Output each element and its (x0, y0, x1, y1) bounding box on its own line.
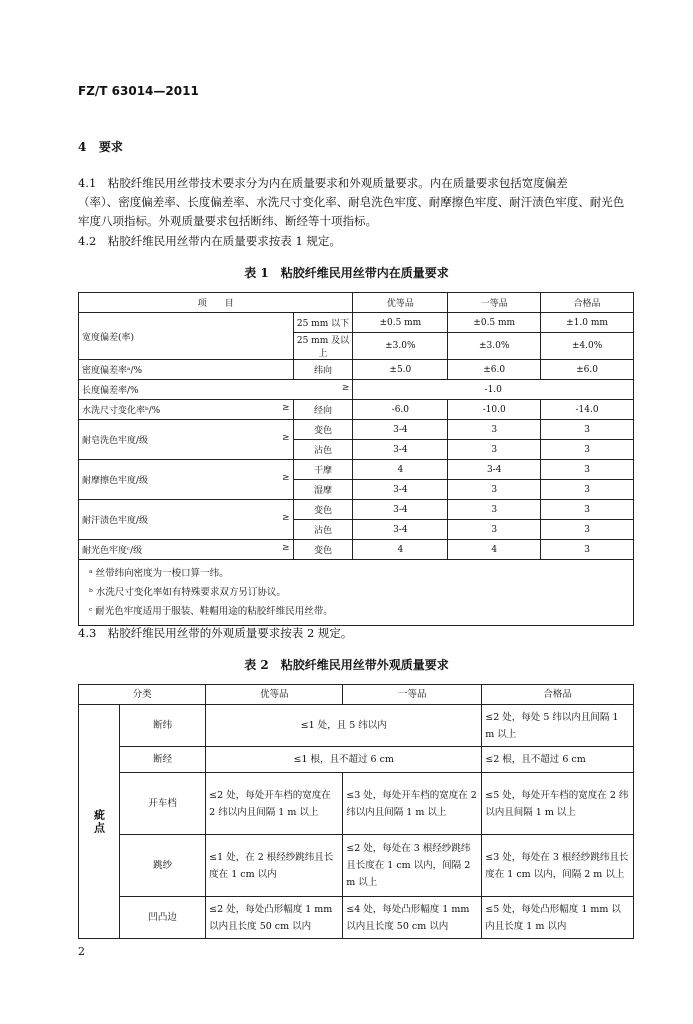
table-cell (79, 500, 294, 540)
table-header-row (79, 685, 634, 705)
table-cell: -10.0 (448, 400, 541, 420)
table2-title: 表 2 粘胶纤维民用丝带外观质量要求 (244, 658, 449, 672)
ge-symbol: ≥ (341, 383, 350, 393)
table-cell: 25 mm 及以上 (293, 333, 353, 360)
table-header-row (79, 293, 634, 313)
table-cell: 4 (353, 460, 448, 480)
item-label: 耐皂洗色牢度/级 (82, 436, 149, 446)
table-cell: 变色 (293, 420, 353, 440)
group-label: 疵点 (79, 705, 120, 939)
table-cell: ≤2 根，且不超过 6 cm (482, 747, 634, 773)
table-cell (79, 460, 294, 500)
table-cell: 3-4 (448, 460, 541, 480)
section-number: 4 (78, 140, 87, 154)
table-note: ᵇ 水洗尺寸变化率如有特殊要求双方另订协议。 (89, 587, 286, 598)
table-cell: 3 (541, 500, 634, 520)
table-cell: ±5.0 (353, 360, 448, 380)
table-row (79, 747, 634, 773)
table-cell: ±6.0 (448, 360, 541, 380)
table-cell: -6.0 (353, 400, 448, 420)
table2 (78, 684, 634, 939)
table-cell: ≤4 处，每处凸形幅度 1 mm 以内且长度 50 cm 以内 (343, 897, 482, 939)
table1-title: 表 1 粘胶纤维民用丝带内在质量要求 (244, 266, 449, 280)
ge-symbol: ≥ (281, 473, 290, 483)
table-cell: 纬向 (293, 360, 353, 380)
table-cell (79, 400, 294, 420)
item-label: 耐摩擦色牢度/级 (82, 476, 149, 486)
table-row (79, 705, 634, 747)
table-cell: 3-4 (353, 480, 448, 500)
table-cell: 3 (448, 480, 541, 500)
ge-symbol: ≥ (281, 403, 290, 413)
table-cell: 变色 (293, 500, 353, 520)
doc-header: FZ/T 63014—2011 (78, 84, 199, 98)
p41-line: 4.1 粘胶纤维民用丝带技术要求分为内在质量要求和外观质量要求。内在质量要求包括宽度偏差 (78, 176, 568, 190)
table-header: 合格品 (541, 293, 634, 313)
table-cell: ±0.5 mm (353, 313, 448, 333)
table-cell: 3-4 (353, 500, 448, 520)
table-note: ᶜ 耐光色牢度适用于服装、鞋帽用途的粘胶纤维民用丝带。 (89, 606, 333, 617)
table-cell: ±3.0% (448, 333, 541, 360)
table-cell: ±0.5 mm (448, 313, 541, 333)
table1 (78, 292, 634, 626)
table-row (79, 540, 634, 560)
page-number: 2 (78, 945, 85, 958)
table-cell: ≤5 处，每处开车档的宽度在 2 纬以内且间隔 1 m 以上 (482, 773, 634, 835)
table-cell: -1.0 (353, 380, 634, 400)
table-notes-row (79, 560, 634, 626)
table-cell: ≤2 处，每处在 3 根经纱跳纬且长度在 1 cm 以内，间隔 2 m 以上 (343, 835, 482, 897)
table-cell: ≤2 处，每处 5 纬以内且间隔 1 m 以上 (482, 705, 634, 747)
table-cell: ±1.0 mm (541, 313, 634, 333)
table-cell: 跳纱 (120, 835, 206, 897)
table-cell: 4 (448, 540, 541, 560)
table-cell: 3 (541, 460, 634, 480)
table-cell: 开车档 (120, 773, 206, 835)
table-header: 优等品 (353, 293, 448, 313)
table-cell: 4 (353, 540, 448, 560)
table-cell: ±6.0 (541, 360, 634, 380)
paragraph-4-3: 4.3 粘胶纤维民用丝带的外观质量要求按表 2 规定。 (78, 626, 353, 640)
table-cell: 宽度偏差(率) (79, 313, 294, 360)
ge-symbol: ≥ (281, 513, 290, 523)
table-cell: 密度偏差率ᵃ/% (79, 360, 294, 380)
table-cell: ≤2 处，每处开车档的宽度在 2 纬以内且间隔 1 m 以上 (206, 773, 343, 835)
table-cell: 干摩 (293, 460, 353, 480)
table-cell: 3-4 (353, 440, 448, 460)
item-label: 耐汗渍色牢度/级 (82, 516, 149, 526)
table-header: 一等品 (343, 685, 482, 705)
table-cell: 25 mm 以下 (293, 313, 353, 333)
item-label: 长度偏差率/% (82, 386, 139, 396)
table-cell: ≤1 处，且 5 纬以内 (206, 705, 482, 747)
table-cell: ±3.0% (353, 333, 448, 360)
table1-notes (79, 560, 634, 626)
table-cell: ±4.0% (541, 333, 634, 360)
table-cell: 3 (448, 520, 541, 540)
table-header: 一等品 (448, 293, 541, 313)
table-row (79, 420, 634, 440)
table-cell: ≤5 处，每处凸形幅度 1 mm 以内且长度 1 m 以内 (482, 897, 634, 939)
table-cell: ≤3 处，每处在 3 根经纱跳纬且长度在 1 cm 以内，间隔 2 m 以上 (482, 835, 634, 897)
p41-line: 牢度八项指标。外观质量要求包括断纬、断经等十项指标。 (78, 214, 377, 228)
table-cell: ≤1 处，在 2 根经纱跳纬且长度在 1 cm 以内 (206, 835, 343, 897)
table-cell: 沾色 (293, 520, 353, 540)
table-cell: -14.0 (541, 400, 634, 420)
item-label: 耐光色牢度ᶜ/级 (82, 546, 143, 556)
table-cell: ≤2 处，每处凸形幅度 1 mm 以内且长度 50 cm 以内 (206, 897, 343, 939)
table-cell: 3 (541, 540, 634, 560)
table-row (79, 500, 634, 520)
table-row (79, 460, 634, 480)
table-cell: 凹凸边 (120, 897, 206, 939)
table-cell: ≤3 处，每处开车档的宽度在 2 纬以内且间隔 1 m 以上 (343, 773, 482, 835)
table-row (79, 313, 634, 333)
table-row (79, 400, 634, 420)
p41-line: （率）、密度偏差率、长度偏差率、水洗尺寸变化率、耐皂洗色牢度、耐摩擦色牢度、耐汗渍色牢度、耐光色 (78, 195, 625, 209)
table-row (79, 835, 634, 897)
table-cell: 3-4 (353, 520, 448, 540)
table-cell: 3 (448, 440, 541, 460)
ge-symbol: ≥ (281, 543, 290, 553)
table-cell: 经向 (293, 400, 353, 420)
table-cell (79, 420, 294, 460)
table-cell: 断纬 (120, 705, 206, 747)
table-header: 分类 (79, 685, 206, 705)
table-header: 项 目 (79, 293, 353, 313)
item-label: 水洗尺寸变化率ᵇ/% (82, 406, 161, 416)
table-row (79, 360, 634, 380)
ge-symbol: ≥ (281, 433, 290, 443)
table-cell: 变色 (293, 540, 353, 560)
paragraph-4-2: 4.2 粘胶纤维民用丝带内在质量要求按表 1 规定。 (78, 234, 341, 248)
table-note: ᵃ 丝带纬向密度为一梭口算一纬。 (89, 568, 229, 579)
table-header: 优等品 (206, 685, 343, 705)
section-heading (78, 138, 123, 155)
table-cell (79, 540, 294, 560)
table-cell: 3 (448, 420, 541, 440)
table-cell: 3 (541, 480, 634, 500)
table-cell: 沾色 (293, 440, 353, 460)
table-header: 合格品 (482, 685, 634, 705)
table-cell: 3 (541, 440, 634, 460)
table-cell: 3-4 (353, 420, 448, 440)
table-row (79, 773, 634, 835)
table-cell: 湿摩 (293, 480, 353, 500)
table-cell: 断经 (120, 747, 206, 773)
section-title: 要求 (98, 140, 123, 154)
table-cell: ≤1 根，且不超过 6 cm (206, 747, 482, 773)
table-cell (79, 380, 353, 400)
paragraph-4-1 (78, 174, 638, 231)
table-cell: 3 (541, 420, 634, 440)
table-cell: 3 (541, 520, 634, 540)
table-cell: 3 (448, 500, 541, 520)
table-row (79, 897, 634, 939)
table-row (79, 380, 634, 400)
